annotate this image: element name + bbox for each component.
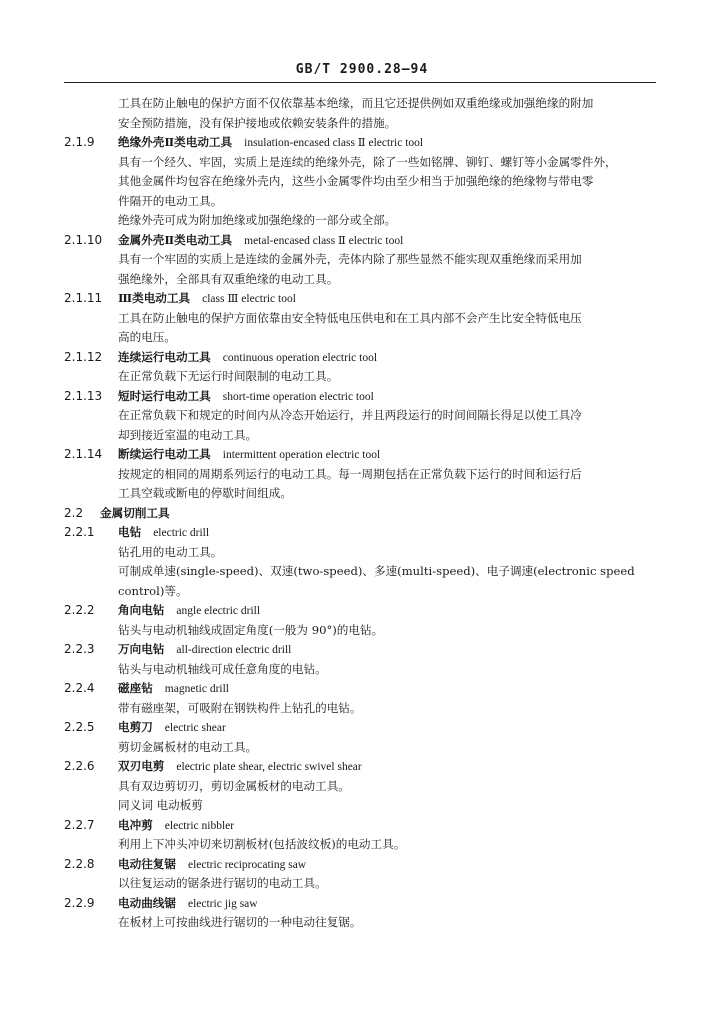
definition-line: 在板材上可按曲线进行锯切的一种电动往复锯。 bbox=[118, 915, 362, 929]
definition-line: 高的电压。 bbox=[118, 330, 176, 344]
section-heading bbox=[64, 504, 664, 524]
term-entry bbox=[64, 679, 664, 718]
term-en: electric reciprocating saw bbox=[187, 858, 307, 871]
term-zh: Ⅲ类电动工具 bbox=[118, 291, 191, 305]
clause-number: 2.1.14 bbox=[64, 447, 103, 461]
term-entry bbox=[64, 816, 664, 855]
definition-line: 具有双边剪切刃，剪切金属板材的电动工具。 bbox=[118, 778, 350, 793]
term-zh: 连续运行电动工具 bbox=[118, 349, 211, 364]
term-zh: 断续运行电动工具 bbox=[118, 447, 211, 461]
header-rule bbox=[64, 82, 656, 83]
definition-line: 钻头与电动机轴线可成任意角度的电钻。 bbox=[118, 661, 327, 676]
clause-number: 2.2.2 bbox=[64, 603, 95, 617]
definition-line: 具有一个经久、牢固，实质上是连续的绝缘外壳，除了一些如铭牌、铆钉、螺钉等小金属零件外， bbox=[118, 154, 617, 169]
definition-line: 工具空载或断电的停歇时间组成。 bbox=[118, 486, 292, 500]
term-zh: 双刃电剪 bbox=[118, 759, 165, 773]
term-en: electric plate shear, electric swivel shear bbox=[176, 761, 362, 773]
term-zh: 电剪刀 bbox=[118, 720, 153, 734]
term-en: electric nibbler bbox=[164, 819, 235, 832]
definition-line: 在正常负载下和规定的时间内从冷态开始运行，并且两段运行的时间间隔长得足以使工具冷 bbox=[118, 408, 582, 422]
term-entry bbox=[64, 718, 664, 757]
clause-number: 2.2.6 bbox=[64, 759, 95, 773]
term-entry bbox=[64, 855, 664, 894]
definition-line: 却到接近室温的电动工具。 bbox=[118, 427, 258, 442]
term-zh: 短时运行电动工具 bbox=[118, 388, 211, 403]
clause-number: 2.1.10 bbox=[64, 232, 103, 247]
definition-line: control)等。 bbox=[118, 583, 188, 598]
definition-line: 以往复运动的锯条进行锯切的电动工具。 bbox=[118, 876, 327, 890]
section-number: 2.2 bbox=[64, 505, 84, 520]
definition-line: 其他金属件均包容在绝缘外壳内，这些小金属零件均由至少相当于加强绝缘的绝缘物与带电零 bbox=[118, 174, 594, 188]
term-entry bbox=[64, 601, 664, 640]
term-zh: 电钻 bbox=[118, 525, 142, 539]
clause-number: 2.1.12 bbox=[64, 349, 103, 364]
definition-line: 钻头与电动机轴线成固定角度(一般为 90°)的电钻。 bbox=[118, 622, 384, 637]
definition-line: 工具在防止触电的保护方面依靠由安全特低电压供电和在工具内部不会产生比安全特低电压 bbox=[118, 310, 582, 325]
synonym-line: 同义词 电动板剪 bbox=[118, 798, 203, 812]
definition-line: 按规定的相同的周期系列运行的电动工具。每一周期包括在正常负载下运行的时间和运行后 bbox=[118, 466, 582, 481]
term-entry bbox=[64, 640, 664, 679]
clause-number: 2.2.1 bbox=[64, 525, 95, 539]
term-entry bbox=[64, 348, 664, 387]
term-entry bbox=[64, 894, 664, 933]
term-entry bbox=[64, 231, 664, 290]
definition-line: 剪切金属板材的电动工具。 bbox=[118, 739, 258, 754]
term-en: electric shear bbox=[164, 722, 226, 734]
clause-number: 2.2.9 bbox=[64, 895, 95, 910]
term-entry bbox=[64, 289, 664, 348]
term-zh: 角向电钻 bbox=[118, 603, 165, 617]
page-header: GB/T 2900.28—94 bbox=[295, 62, 429, 77]
definition-line: 具有一个牢固的实质上是连续的金属外壳，壳体内除了那些显然不能实现双重绝缘而采用加 bbox=[118, 252, 582, 266]
body-line: 安全预防措施，没有保护接地或依赖安装条件的措施。 bbox=[118, 115, 397, 130]
term-en: short-time operation electric tool bbox=[222, 390, 374, 403]
definition-line: 可制成单速(single-speed)、双速(two-speed)、多速(multi-speed)、电子调速(electronic speed bbox=[118, 564, 635, 578]
term-en: angle electric drill bbox=[176, 605, 261, 617]
definition-line: 钻孔用的电动工具。 bbox=[118, 544, 223, 559]
term-en: electric drill bbox=[153, 527, 210, 539]
term-en: electric jig saw bbox=[187, 897, 258, 910]
term-zh: 金属外壳Ⅱ类电动工具 bbox=[118, 232, 233, 247]
term-en: intermittent operation electric tool bbox=[222, 449, 381, 461]
clause-number: 2.2.3 bbox=[64, 642, 95, 656]
body-line: 工具在防止触电的保护方面不仅依靠基本绝缘，而且它还提供例如双重绝缘或加强绝缘的附加 bbox=[118, 96, 594, 110]
term-entry bbox=[64, 445, 664, 504]
term-entry bbox=[64, 387, 664, 446]
definition-line: 件隔开的电动工具。 bbox=[118, 193, 223, 208]
definition-line: 绝缘外壳可成为附加绝缘或加强绝缘的一部分或全部。 bbox=[118, 213, 397, 227]
term-en: magnetic drill bbox=[164, 683, 229, 695]
clause-number: 2.2.8 bbox=[64, 856, 95, 871]
term-zh: 磁座钻 bbox=[118, 681, 153, 695]
definition-line: 强绝缘外，全部具有双重绝缘的电动工具。 bbox=[118, 271, 339, 286]
term-zh: 绝缘外壳Ⅱ类电动工具 bbox=[118, 135, 233, 149]
term-en: metal-encased class Ⅱ electric tool bbox=[244, 234, 404, 247]
term-entry bbox=[64, 523, 664, 601]
clause-number: 2.1.13 bbox=[64, 388, 103, 403]
term-en: all-direction electric drill bbox=[176, 644, 292, 656]
term-en: insulation-encased class Ⅱ electric tool bbox=[244, 137, 424, 149]
document-body bbox=[64, 94, 664, 933]
term-entry bbox=[64, 757, 664, 816]
clause-number: 2.2.4 bbox=[64, 681, 95, 695]
term-zh: 电冲剪 bbox=[118, 817, 153, 832]
term-zh: 电动曲线锯 bbox=[118, 895, 176, 910]
clause-number: 2.1.9 bbox=[64, 135, 95, 149]
term-zh: 万向电钻 bbox=[118, 642, 165, 656]
term-en: continuous operation electric tool bbox=[222, 351, 378, 364]
term-entry bbox=[64, 133, 664, 231]
term-en: class Ⅲ electric tool bbox=[202, 293, 296, 305]
clause-number: 2.2.5 bbox=[64, 720, 95, 734]
section-title: 金属切削工具 bbox=[100, 505, 170, 520]
definition-line: 利用上下冲头冲切来切割板材(包括波纹板)的电动工具。 bbox=[118, 837, 406, 851]
definition-line: 在正常负载下无运行时间限制的电动工具。 bbox=[118, 369, 339, 383]
clause-number: 2.2.7 bbox=[64, 817, 95, 832]
term-zh: 电动往复锯 bbox=[118, 856, 176, 871]
definition-line: 带有磁座架，可吸附在钢铁构件上钻孔的电钻。 bbox=[118, 700, 362, 715]
clause-number: 2.1.11 bbox=[64, 291, 103, 305]
